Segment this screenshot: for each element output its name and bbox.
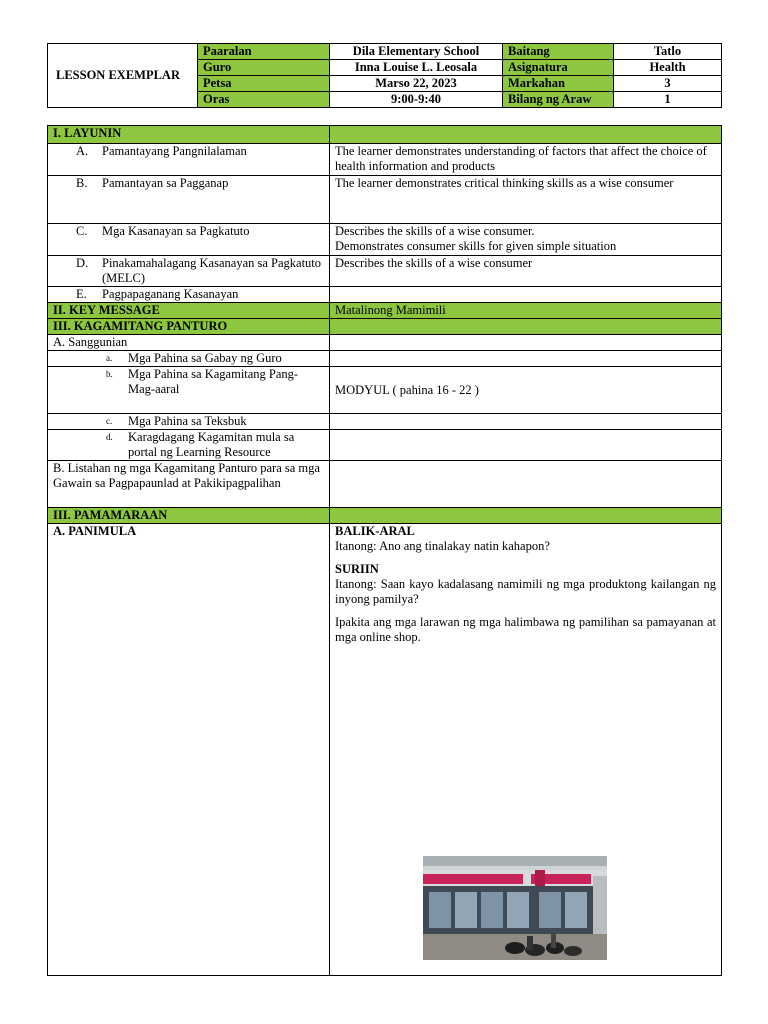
kagamitan-b-value: MODYUL ( pahina 16 - 22 ) [330,367,722,414]
header-label-baitang: Baitang [503,44,614,60]
listahan-value [330,461,722,508]
header-value-paaralan: Dila Elementary School [330,44,503,60]
layunin-e-value [330,287,722,303]
kagamitan-d-value [330,430,722,461]
header-label-markahan: Markahan [503,76,614,92]
kagamitan-a-label: a. Mga Pahina sa Gabay ng Guro [48,351,330,367]
header-label-oras: Oras [198,92,330,108]
section-kagamitan-title: III. KAGAMITANG PANTURO [48,319,330,335]
sanggunian-label: A. Sanggunian [48,335,330,351]
lesson-exemplar-label: LESSON EXEMPLAR [48,44,198,108]
header-value-guro: Inna Louise L. Leosala [330,60,503,76]
layunin-c-value: Describes the skills of a wise consumer. Demonstrates consumer skills for given simple situation [330,224,722,256]
header-table [47,43,722,108]
suriin-title: SURIIN [335,562,379,576]
section-kagamitan-filler [330,319,722,335]
kagamitan-a-value [330,351,722,367]
header-value-baitang: Tatlo [614,44,722,60]
sanggunian-value [330,335,722,351]
header-value-asignatura: Health [614,60,722,76]
balik-aral-title: BALIK-ARAL [335,524,415,538]
header-value-araw: 1 [614,92,722,108]
layunin-d-label: D. Pinakamahalagang Kasanayan sa Pagkatuto (MELC) [48,256,330,287]
header-label-asignatura: Asignatura [503,60,614,76]
kagamitan-c-value [330,414,722,430]
suriin-instruction: Ipakita ang mga larawan ng mga halimbawa ng pamilihan sa pamayanan at mga online shop. [335,615,716,644]
section-pamamaraan-filler [330,508,722,524]
layunin-d-value: Describes the skills of a wise consumer [330,256,722,287]
header-label-petsa: Petsa [198,76,330,92]
layunin-a-label: A. Pamantayang Pangnilalaman [48,144,330,176]
layunin-c-label: C. Mga Kasanayan sa Pagkatuto [48,224,330,256]
section-pamamaraan-title: III. PAMAMARAAN [48,508,330,524]
section-layunin-filler [330,126,722,144]
layunin-b-label: B. Pamantayan sa Pagganap [48,176,330,224]
section-key-message-title: II. KEY MESSAGE [48,303,330,319]
section-layunin-title: I. LAYUNIN [48,126,330,144]
kagamitan-c-label: c. Mga Pahina sa Teksbuk [48,414,330,430]
panimula-label: A. PANIMULA [48,524,330,976]
header-value-markahan: 3 [614,76,722,92]
layunin-b-value: The learner demonstrates critical thinking skills as a wise consumer [330,176,722,224]
layunin-e-label: E. Pagpapaganang Kasanayan [48,287,330,303]
header-value-petsa: Marso 22, 2023 [330,76,503,92]
kagamitan-b-label: b. Mga Pahina sa Kagamitang Pang-Mag-aaral [48,367,330,414]
lesson-table [47,125,722,976]
key-message-value: Matalinong Mamimili [330,303,722,319]
balik-aral-question: Itanong: Ano ang tinalakay natin kahapon? [335,539,550,553]
header-label-guro: Guro [198,60,330,76]
listahan-label: B. Listahan ng mga Kagamitang Panturo para sa mga Gawain sa Pagpapaunlad at Pakikipagpalihan [48,461,330,508]
kagamitan-d-label: d. Karagdagang Kagamitan mula sa portal ng Learning Resource [48,430,330,461]
market-storefront-photo [423,856,607,960]
layunin-a-value: The learner demonstrates understanding of factors that affect the choice of health information and products [330,144,722,176]
suriin-question: Itanong: Saan kayo kadalasang namimili ng mga produktong kailangan ng inyong pamilya? [335,577,716,606]
header-label-araw: Bilang ng Araw [503,92,614,108]
header-value-oras: 9:00-9:40 [330,92,503,108]
header-label-paaralan: Paaralan [198,44,330,60]
